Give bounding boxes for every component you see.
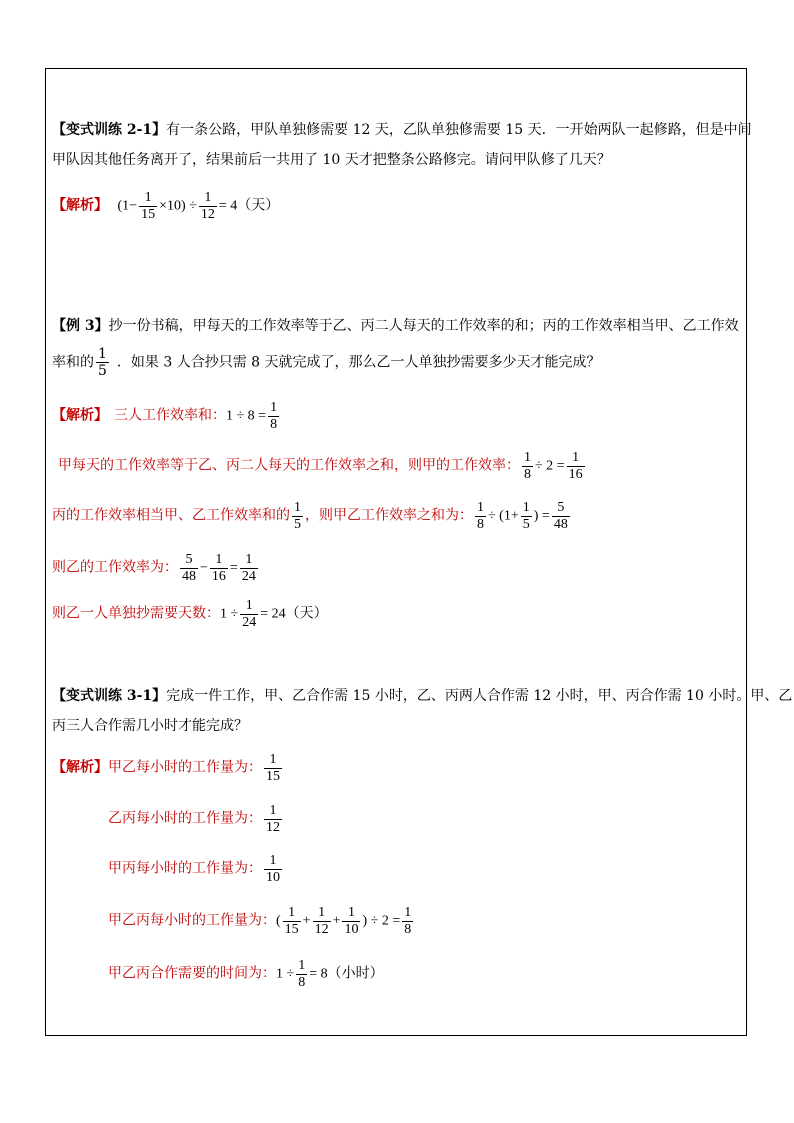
fraction: $\frac{1}{8}$ <box>298 958 306 990</box>
fraction: $\frac{1}{15}$ <box>141 190 156 222</box>
fraction: $\frac{1}{10}$ <box>344 905 359 937</box>
analysis-tag: 【解析】 <box>52 198 108 214</box>
ex31-row2: 乙丙每小时的工作量为： $\frac{1}{12}$ <box>108 803 280 835</box>
fraction: $\frac{1}{24}$ <box>242 598 257 630</box>
ex3-step5: 则乙一人单独抄需要天数：1 ÷ $\frac{1}{24}$ = 24（天） <box>52 598 328 630</box>
ex31-row4: 甲乙丙每小时的工作量为：( $\frac{1}{15}$ + $\frac{1}{12}$ + $\frac{1}{10}$ ) ÷ 2 = $\frac{1}{8}$ <box>108 905 412 937</box>
analysis-tag: 【解析】 <box>52 760 108 776</box>
ex31-line2: 丙三人合作需几小时才能完成？ <box>52 718 248 734</box>
fraction: $\frac{1}{16}$ <box>568 450 583 482</box>
ex3-step3: 丙的工作效率相当甲、乙工作效率和的 $\frac{1}{5}$ ，则甲乙工作效率之和为： $\frac{1}{8}$ ÷ (1+ $\frac{1}{5}$ ) = $\frac{5}{48}$ <box>52 500 568 532</box>
fraction: $\frac{1}{15}$ <box>266 752 280 784</box>
ex21-text1: 有一条公路，甲队单独修需要 12 天，乙队单独修需要 15 天．一开始两队一起修路，但是中间 <box>166 122 752 138</box>
fraction: $\frac{1}{15}$ <box>284 905 299 937</box>
fraction: $\frac{5}{48}$ <box>182 552 196 584</box>
ex3-step4: 则乙的工作效率为： $\frac{5}{48}$ − $\frac{1}{16}$ = $\frac{1}{24}$ <box>52 552 256 584</box>
ex31-line1: 【变式训练 3-1】完成一件工作，甲、乙合作需 15 小时，乙、丙两人合作需 12 小时，甲、丙合作需 10 小时。甲、乙 <box>52 688 793 704</box>
fraction: $\frac{1}{10}$ <box>266 853 280 885</box>
fraction: $\frac{1}{8}$ <box>524 450 531 482</box>
ex31-tag: 【变式训练 3-1】 <box>52 688 167 704</box>
analysis-tag: 【解析】 <box>52 408 108 424</box>
fraction: $\frac{1}{8}$ <box>270 400 278 432</box>
ex31-row1: 【解析】甲乙每小时的工作量为： $\frac{1}{15}$ <box>52 752 280 784</box>
ex21-tag: 【变式训练 2-1】 <box>52 122 167 138</box>
ex21-analysis: 【解析】 (1− $\frac{1}{15}$ ×10) ÷ $\frac{1}{12}$ = 4（天） <box>52 190 280 222</box>
fraction: $\frac{5}{48}$ <box>553 500 568 532</box>
fraction: $\frac{1}{5}$ <box>98 346 107 379</box>
ex3-step1: 【解析】 三人工作效率和：1 ÷ 8 = $\frac{1}{8}$ <box>52 400 278 432</box>
fraction: $\frac{1}{24}$ <box>241 552 256 584</box>
fraction: $\frac{1}{5}$ <box>522 500 530 532</box>
fraction: $\frac{1}{12}$ <box>200 190 215 222</box>
ex3-tag: 【例 3】 <box>52 318 109 334</box>
fraction: $\frac{1}{12}$ <box>266 803 280 835</box>
ex31-row3: 甲丙每小时的工作量为： $\frac{1}{10}$ <box>108 853 280 885</box>
ex3-line1: 【例 3】抄一份书稿，甲每天的工作效率等于乙、丙二人每天的工作效率的和；丙的工作效率相当甲、乙工作效 <box>52 318 739 334</box>
ex21-line1 <box>52 120 752 140</box>
ex3-step2: 甲每天的工作效率等于乙、丙二人每天的工作效率之和，则甲的工作效率： $\frac{1}{8}$ ÷ 2 = $\frac{1}{16}$ <box>58 450 583 482</box>
fraction: $\frac{1}{16}$ <box>211 552 226 584</box>
fraction: $\frac{1}{8}$ <box>404 905 412 937</box>
fraction: $\frac{1}{12}$ <box>314 905 329 937</box>
ex31-row5: 甲乙丙合作需要的时间为：1 ÷ $\frac{1}{8}$ = 8（小时） <box>108 958 384 990</box>
fraction: $\frac{1}{5}$ <box>294 500 301 532</box>
ex3-line2: 率和的 $\frac{1}{5}$ ．如果 3 人合抄只需 8 天就完成了，那么乙一人单独抄需要多少天才能完成？ <box>52 346 601 379</box>
ex21-line2: 甲队因其他任务离开了，结果前后一共用了 10 天才把整条公路修完。请问甲队修了几天？ <box>52 152 611 168</box>
fraction: $\frac{1}{8}$ <box>477 500 484 532</box>
